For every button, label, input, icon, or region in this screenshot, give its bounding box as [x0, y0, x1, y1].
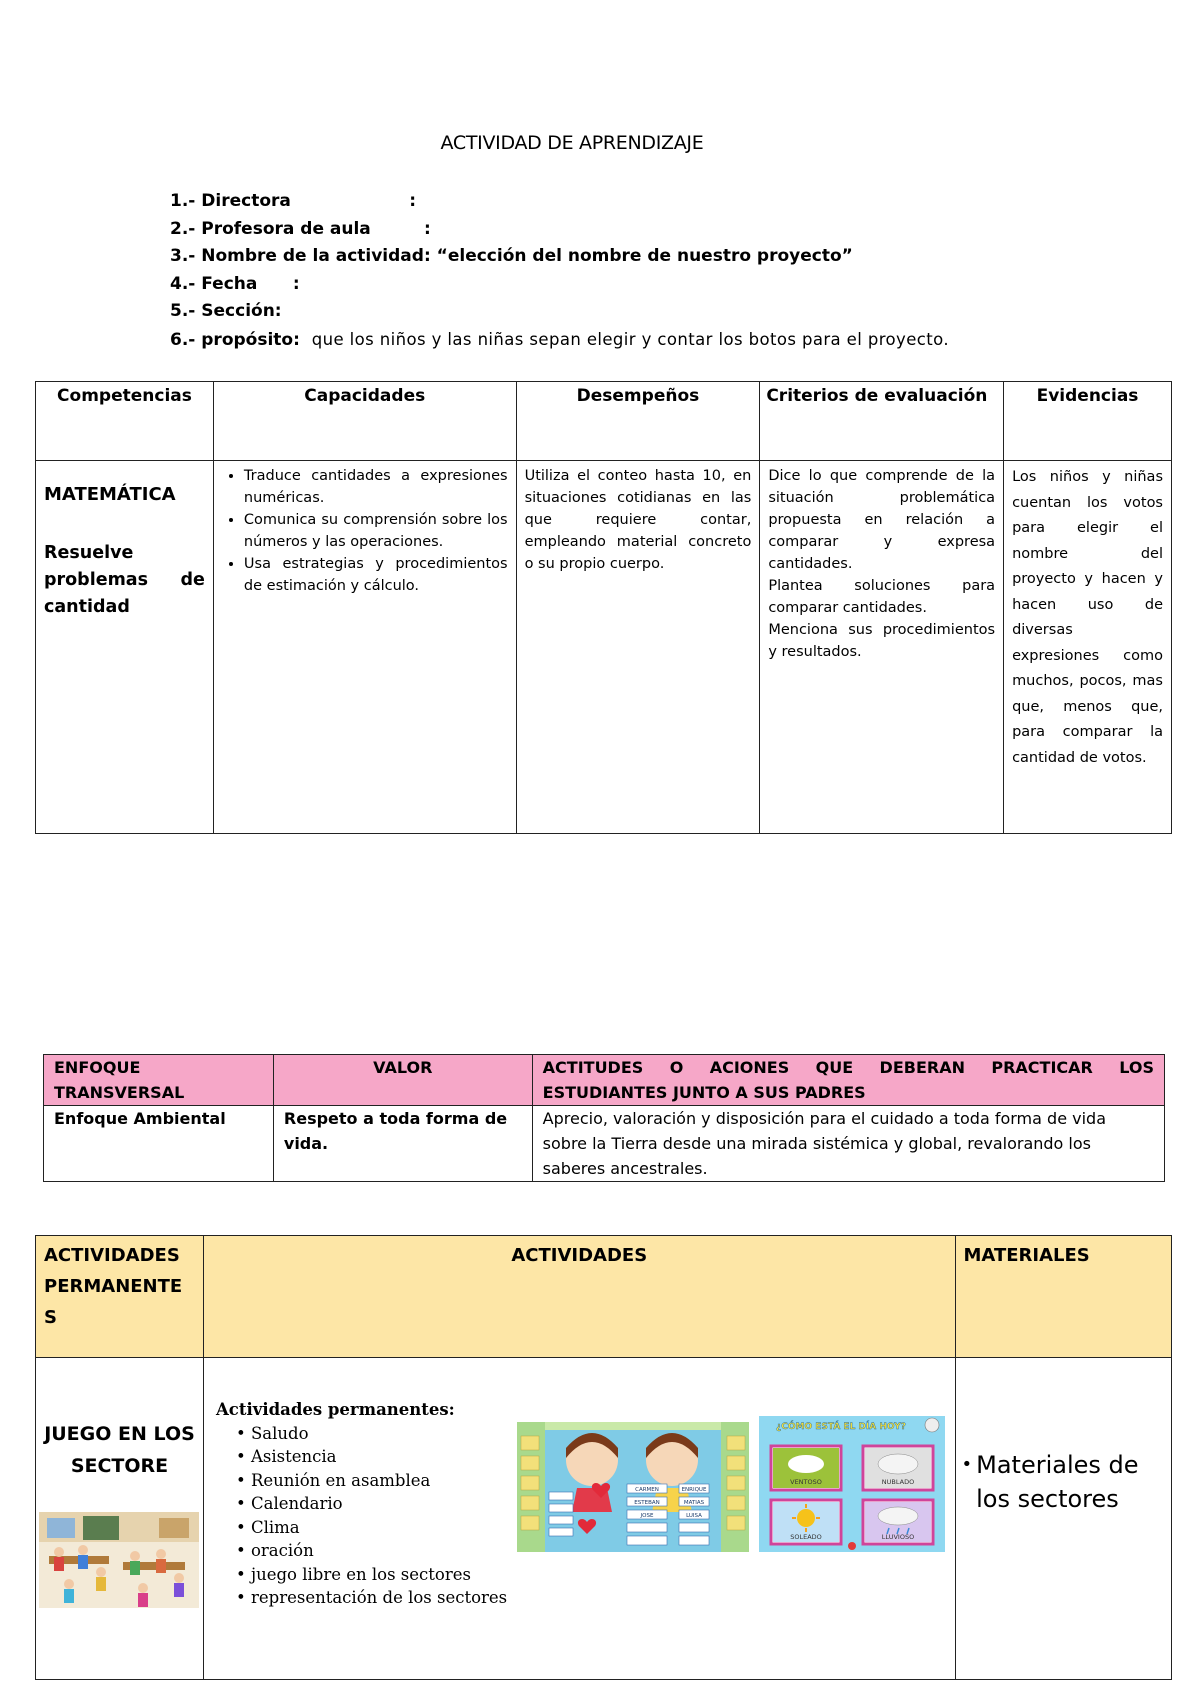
info-row-profesora: 2.- Profesora de aula :: [170, 218, 431, 239]
valor-cell: Respeto a toda forma de vida.: [273, 1106, 532, 1182]
desempenos-cell: Utiliza el conteo hasta 10, en situaciones cotidianas en las que requiere contar, empleando material concreto o su propio cuerpo.: [516, 461, 760, 834]
info-row-fecha: 4.- Fecha :: [170, 273, 300, 294]
competencia-cell: [36, 461, 214, 834]
sector-label: JUEGO EN LOS SECTORE: [44, 1423, 195, 1477]
list-item: • Calendario: [248, 1492, 507, 1516]
attendance-name: LUISA: [686, 1513, 702, 1519]
criterio-text: Plantea soluciones para comparar cantidades.: [768, 578, 996, 616]
header-actitudes: ACTITUDES O ACIONES QUE DEBERAN PRACTICAR LOS ESTUDIANTES JUNTO A SUS PADRES: [532, 1055, 1164, 1106]
header-materiales: MATERIALES: [955, 1236, 1171, 1358]
weather-label: VENTOSO: [790, 1478, 822, 1486]
activities-list: [216, 1398, 507, 1610]
list-item: • juego libre en los sectores: [248, 1563, 507, 1587]
header-valor: VALOR: [273, 1055, 532, 1106]
list-item: • Clima: [248, 1516, 507, 1540]
weather-label: LLUVIOSO: [881, 1533, 915, 1541]
enfoque-table: [43, 1054, 1165, 1182]
table-header-row: [36, 382, 1172, 461]
list-item: • Reunión en asamblea: [248, 1469, 507, 1493]
header-desempenos: Desempeños: [516, 382, 760, 461]
activity-info: [170, 188, 949, 354]
classroom-illustration: [39, 1512, 199, 1608]
table-row: [36, 461, 1172, 834]
materiales-cell: [955, 1358, 1171, 1680]
list-item: • Saludo: [248, 1422, 507, 1446]
list-item: • Traduce cantidades a expresiones numéricas.: [244, 465, 508, 509]
table-row: [44, 1106, 1165, 1182]
attendance-name: ENRIQUE: [681, 1487, 707, 1493]
info-row-directora: 1.- Directora :: [170, 191, 417, 211]
area-name: MATEMÁTICA: [44, 484, 176, 505]
header-competencias: Competencias: [36, 382, 214, 461]
header-actividades: ACTIVIDADES: [204, 1236, 956, 1358]
weather-label: NUBLADO: [881, 1478, 915, 1486]
actividades-table: [35, 1235, 1172, 1680]
header-capacidades: Capacidades: [213, 382, 516, 461]
actividades-cell: [204, 1358, 956, 1680]
table-header-row: [44, 1055, 1165, 1106]
attendance-name: MATIAS: [683, 1500, 705, 1506]
table-row: [36, 1358, 1172, 1680]
weather-label: SOLEADO: [790, 1533, 822, 1541]
table-header-row: [36, 1236, 1172, 1358]
header-actividades-permanentes: ACTIVIDADES PERMANENTE S: [36, 1236, 204, 1358]
evidencias-cell: Los niños y niñas cuentan los votos para elegir el nombre del proyecto y hacen y hacen uso de diversas expresiones como muchos, pocos, mas que, menos que, para comparar la cantidad de votos.: [1004, 461, 1172, 834]
list-item: • representación de los sectores: [248, 1586, 507, 1610]
attendance-name: ESTEBAN: [634, 1500, 660, 1506]
weather-board-title: ¿CÓMO ESTÁ EL DÍA HOY?: [776, 1422, 906, 1432]
attendance-name: JOSE: [640, 1513, 654, 1519]
activities-list-title: Actividades permanentes:: [216, 1400, 455, 1419]
criterio-text: Menciona sus procedimientos y resultados.: [768, 622, 996, 660]
list-item: • Usa estrategias y procedimientos de estimación y cálculo.: [244, 553, 508, 597]
materiales-item: [962, 1448, 1171, 1516]
header-enfoque: ENFOQUE TRANSVERSAL: [44, 1055, 274, 1106]
page-title: ACTIVIDAD DE APRENDIZAJE: [440, 132, 704, 154]
header-criterios: Criterios de evaluación: [760, 382, 1004, 461]
bullet-icon: •: [961, 1454, 973, 1475]
criterios-cell: [760, 461, 1004, 834]
list-item: • Comunica su comprensión sobre los números y las operaciones.: [244, 509, 508, 553]
competencia-name: Resuelve problemas de cantidad: [44, 543, 205, 617]
list-item: • oración: [248, 1539, 507, 1563]
header-evidencias: Evidencias: [1004, 382, 1172, 461]
materiales-text: Materiales de los sectores: [976, 1451, 1139, 1513]
capacidades-cell: [213, 461, 516, 834]
info-row-actividad: 3.- Nombre de la actividad: “elección del nombre de nuestro proyecto”: [170, 246, 853, 266]
attendance-name: CARMEN: [635, 1487, 659, 1493]
criterio-text: Dice lo que comprende de la situación problemática propuesta en relación a comparar y expresa cantidades.: [768, 468, 996, 572]
sector-cell: [36, 1358, 204, 1680]
competencies-table: [35, 381, 1172, 834]
info-row-seccion: 5.- Sección:: [170, 301, 282, 321]
list-item: • Asistencia: [248, 1445, 507, 1469]
weather-board-picture: [759, 1416, 945, 1552]
attendance-board-picture: [517, 1422, 749, 1552]
enfoque-cell: Enfoque Ambiental: [44, 1106, 274, 1182]
info-row-proposito: 6.- propósito: que los niños y las niñas sepan elegir y contar los botos para el proyecto.: [170, 329, 949, 350]
actitudes-cell: Aprecio, valoración y disposición para el cuidado a toda forma de vida sobre la Tierra desde una mirada sistémica y global, revalorando los saberes ancestrales.: [532, 1106, 1164, 1182]
